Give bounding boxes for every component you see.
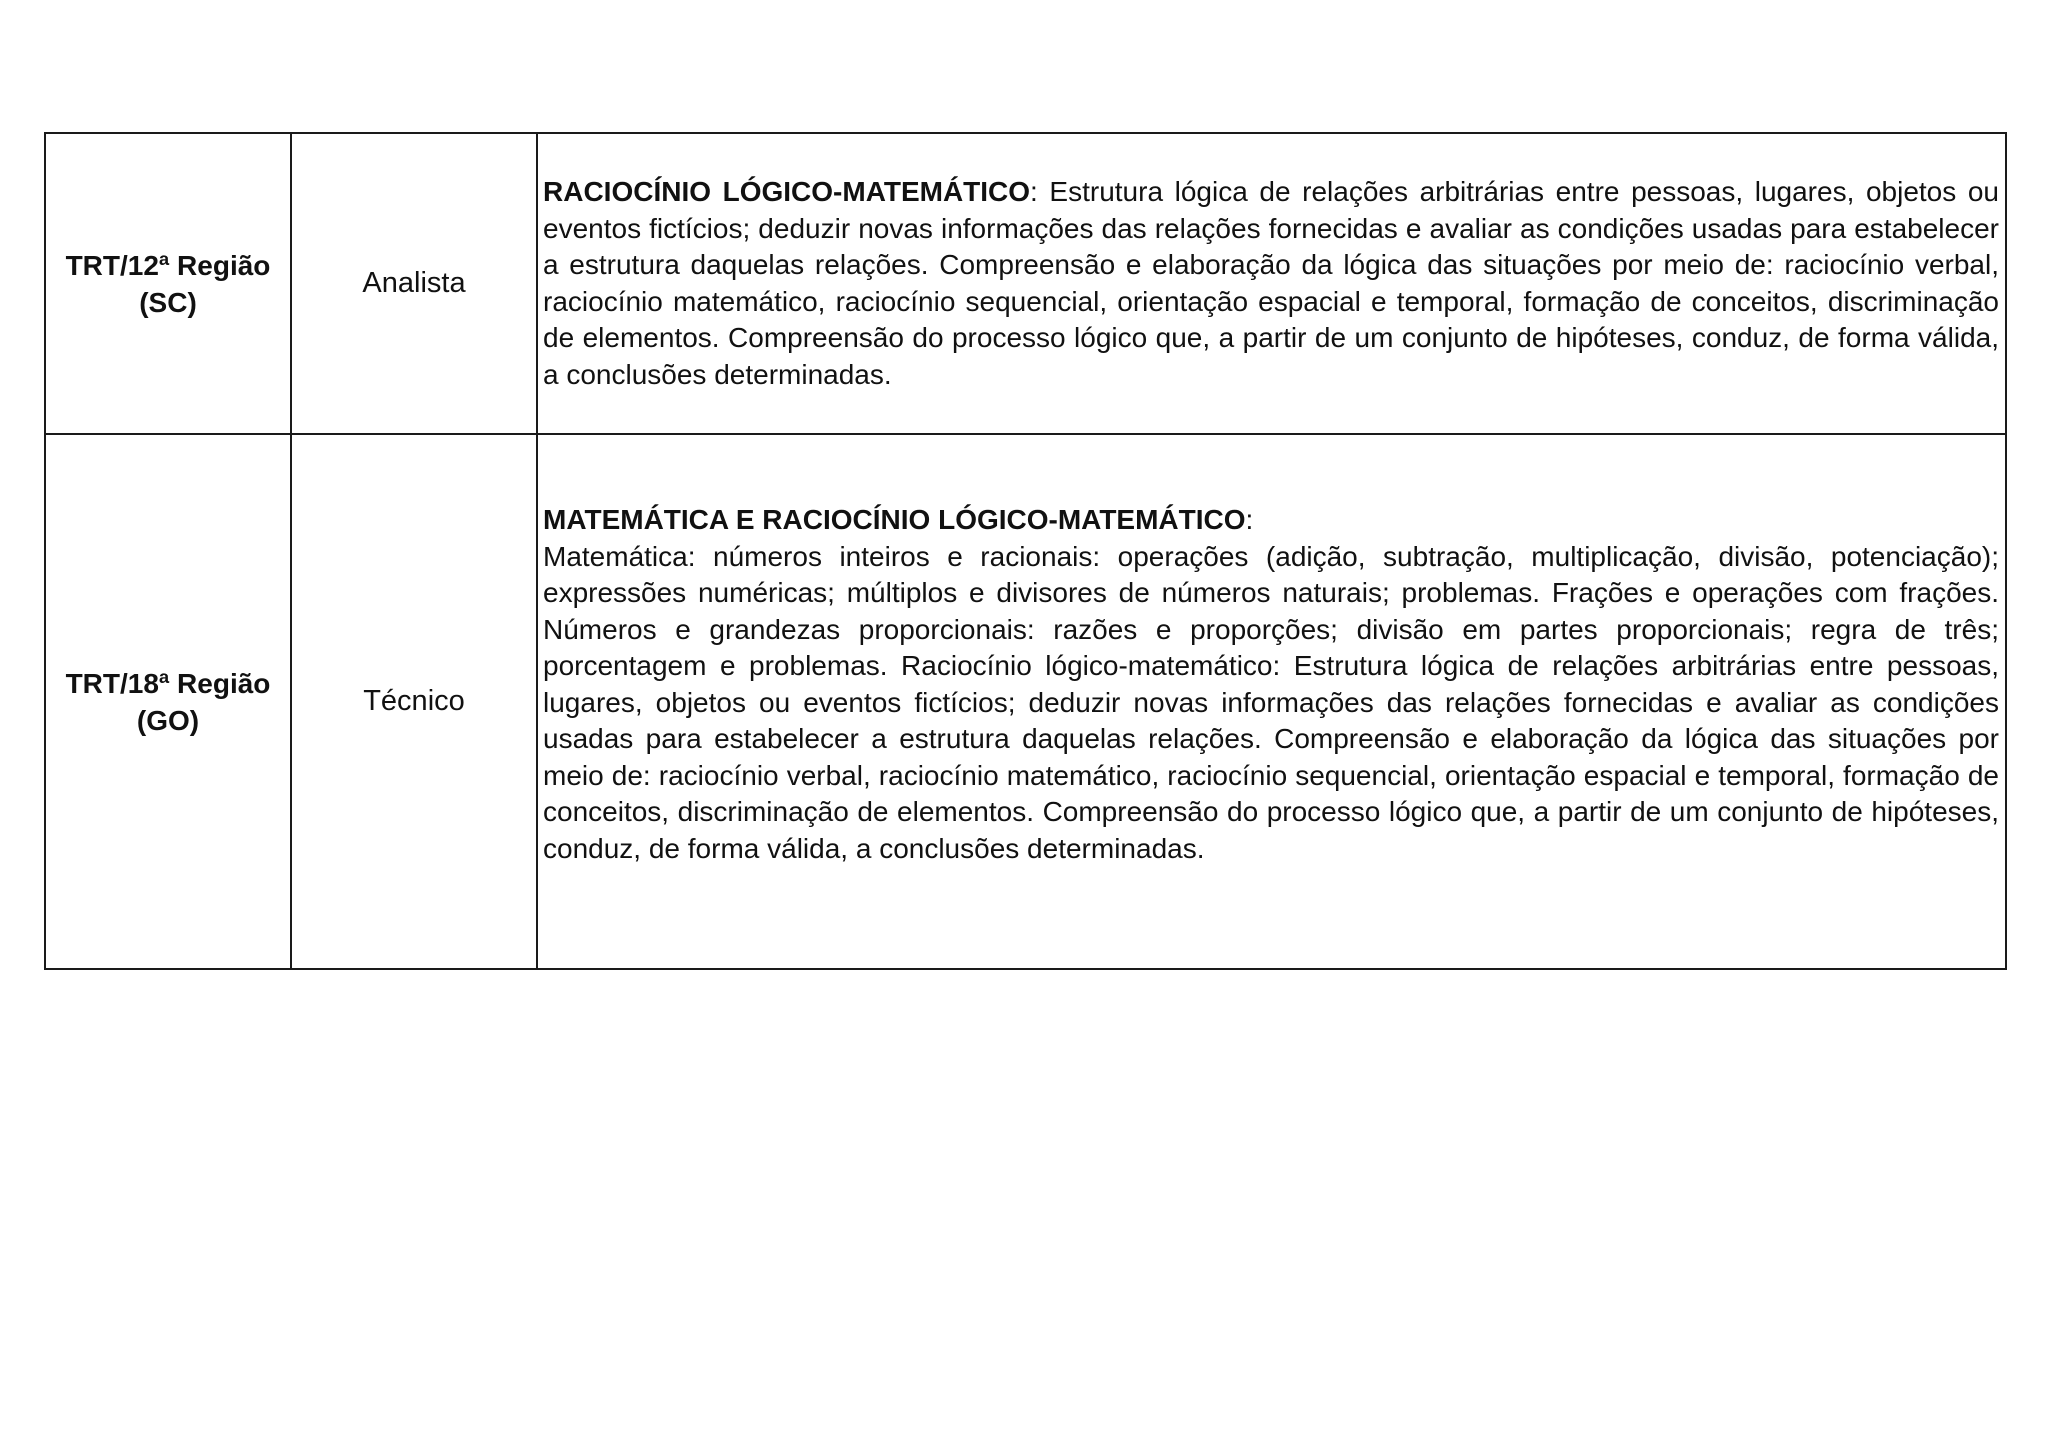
region-cell [45,133,291,434]
position-cell [291,133,537,434]
region-state: (GO) [136,704,200,736]
region-state: (SC) [139,286,197,318]
position-label: Técnico [363,685,465,717]
position-label: Analista [362,267,466,299]
subject-heading-colon: : [1245,504,1254,535]
content-cell [537,133,2006,434]
region-name: TRT/18ª Região [65,667,271,699]
subject-text: Estrutura lógica de relações arbitrárias entre pessoas, lugares, objetos ou eventos fictícios; deduzir novas informações das relações fornecidas e avaliar as condições usadas para estabelecer a estrutura daquelas relações. Compreensão e elaboração da lógica das situações por meio de: raciocínio verbal, raciocínio matemático, raciocínio sequencial, orientação espacial e temporal, formação de conceitos, discriminação de elementos. Compreensão do processo lógico que, a partir de um conjunto de hipóteses, conduz, de forma válida, a conclusões determinadas. [543,176,1999,390]
table-row [45,434,2006,969]
subject-text: Matemática: números inteiros e racionais: operações (adição, subtração, multiplicação, divisão, potenciação); expressões numéricas; múltiplos e divisores de números naturais; problemas. Frações e operações com frações. Números e grandezas proporcionais: razões e proporções; divisão em partes proporcionais; regra de três; porcentagem e problemas. Raciocínio lógico-matemático: Estrutura lógica de relações arbitrárias entre pessoas, lugares, objetos ou eventos fictícios; deduzir novas informações das relações fornecidas e avaliar as condições usadas para estabelecer a estrutura daquelas relações. Compreensão e elaboração da lógica das situações por meio de: raciocínio verbal, raciocínio matemático, raciocínio sequencial, orientação espacial e temporal, formação de conceitos, discriminação de elementos. Compreensão do processo lógico que, a partir de um conjunto de hipóteses, conduz, de forma válida, a conclusões determinadas. [543,540,1999,864]
subject-heading: RACIOCÍNIO LÓGICO-MATEMÁTICO [543,176,1031,207]
region-name: TRT/12ª Região [65,249,271,281]
syllabus-table [44,132,2007,970]
table-row [45,133,2006,434]
position-cell [291,434,537,969]
subject-heading: MATEMÁTICA E RACIOCÍNIO LÓGICO-MATEMÁTICO [543,504,1246,535]
content-cell [537,434,2006,969]
region-cell [45,434,291,969]
subject-heading-colon: : [1030,176,1038,207]
